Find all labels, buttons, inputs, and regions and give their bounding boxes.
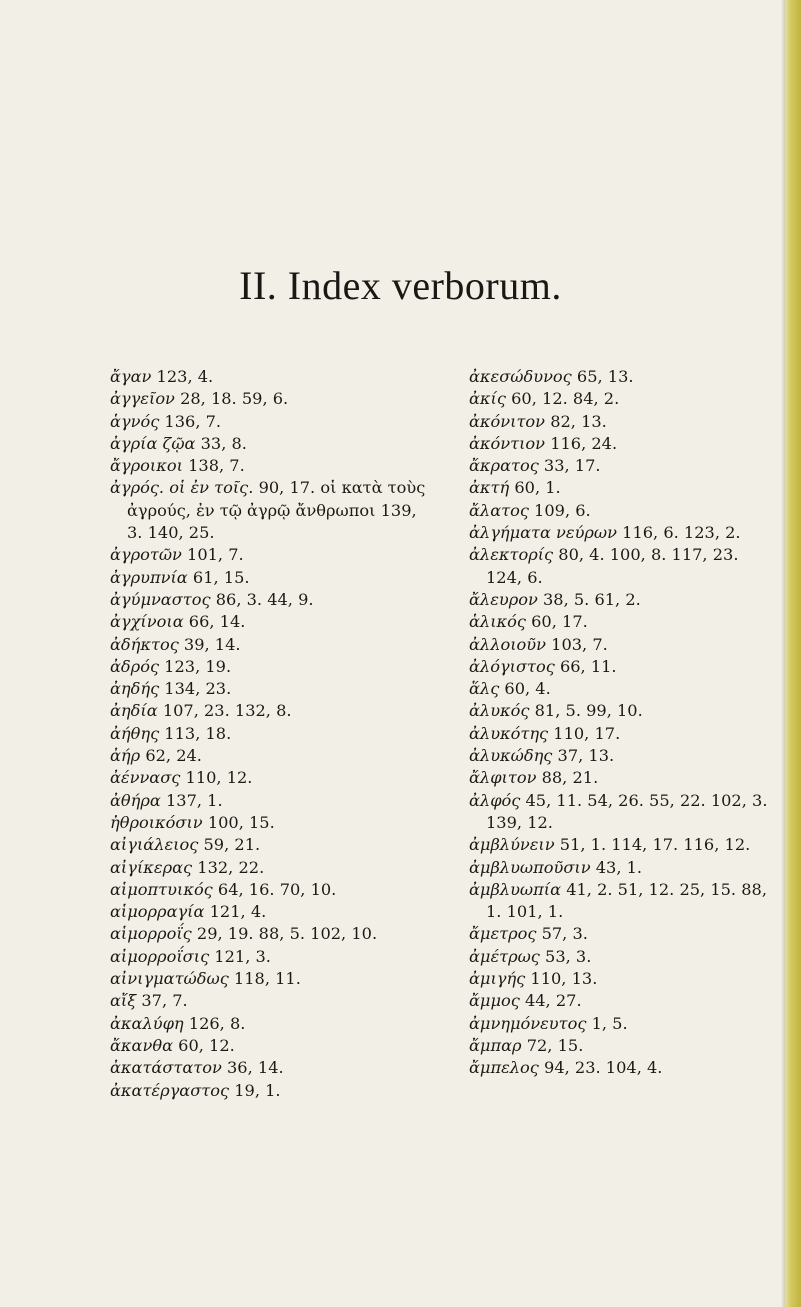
entry-headword: ἄμμος	[469, 991, 520, 1011]
page-title: II. Index verborum.	[239, 263, 562, 308]
entry-references: 118, 11.	[233, 969, 301, 989]
index-entry	[469, 700, 773, 722]
index-entry	[469, 1013, 773, 1035]
entry-headword: αἱμορραγία	[110, 902, 205, 922]
index-entry	[469, 1035, 773, 1057]
entry-headword: αἰγίκερας	[110, 857, 193, 877]
index-entry	[110, 857, 436, 879]
entry-references: 37, 7.	[141, 991, 188, 1011]
index-entry	[469, 411, 773, 433]
index-entry	[110, 990, 436, 1012]
entry-headword: ἀκόντιον	[469, 433, 546, 453]
entry-headword: αἱμορροΐσις	[110, 946, 210, 966]
entry-headword: ἀδρός	[110, 656, 160, 676]
entry-references: 64, 16. 70, 10.	[217, 879, 337, 899]
entry-references: 138, 7.	[188, 456, 245, 476]
index-entry	[469, 946, 773, 968]
index-entry	[469, 433, 773, 455]
entry-headword: ἀγρός. οἱ ἐν τοῖς.	[110, 478, 254, 498]
entry-headword: ἄγροικοι	[110, 456, 183, 476]
entry-headword: ἀκίς	[469, 389, 506, 409]
entry-headword: ἄλφιτον	[469, 768, 537, 788]
entry-headword: ἁλικός	[469, 612, 526, 632]
index-entry	[469, 634, 773, 656]
entry-references: 37, 13.	[557, 746, 615, 766]
entry-headword: ἄμπελος	[469, 1058, 539, 1078]
entry-headword: ἁγνός	[110, 411, 160, 431]
entry-headword: ἀλόγιστος	[469, 656, 555, 676]
index-entry	[469, 544, 773, 589]
entry-headword: ἀκατέργαστος	[110, 1080, 230, 1100]
entry-references: 60, 1.	[514, 478, 561, 498]
entry-headword: ἀγγεῖον	[110, 389, 175, 409]
index-entry	[110, 678, 436, 700]
entry-references: 110, 17.	[553, 723, 621, 743]
index-entry	[469, 834, 773, 856]
entry-headword: αἰγιάλειος	[110, 835, 199, 855]
entry-headword: ἀλγήματα νεύρων	[469, 523, 617, 543]
entry-references: 29, 19. 88, 5. 102, 10.	[196, 924, 378, 944]
entry-headword: ἀηδία	[110, 701, 158, 721]
entry-headword: ἀήθης	[110, 723, 160, 743]
entry-headword: ἀγρυπνία	[110, 567, 188, 587]
entry-headword: ἅλς	[469, 679, 500, 699]
index-entry	[110, 567, 436, 589]
index-entry	[110, 901, 436, 923]
entry-references: 65, 13.	[576, 367, 634, 386]
entry-headword: ἀμβλύνειν	[469, 835, 555, 855]
entry-references: 88, 21.	[541, 768, 599, 788]
entry-references: 107, 23. 132, 8.	[162, 701, 292, 721]
entry-references: 103, 7.	[551, 634, 608, 654]
entry-references: 123, 4.	[156, 367, 214, 386]
entry-headword: ἀμβλυωποῦσιν	[469, 857, 591, 877]
index-entry	[110, 656, 436, 678]
index-entry	[469, 767, 773, 789]
entry-headword: ἄμπαρ	[469, 1035, 522, 1055]
book-edge	[785, 0, 801, 1307]
index-entry	[110, 411, 436, 433]
entry-references: 121, 3.	[214, 946, 271, 966]
entry-references: 57, 3.	[541, 924, 588, 944]
entry-references: 41, 2. 51, 12. 25, 15. 88, 1. 101, 1.	[486, 879, 767, 922]
index-entry	[110, 812, 436, 834]
entry-headword: ἀκόνιτον	[469, 411, 546, 431]
entry-references: 60, 4.	[504, 679, 551, 699]
index-entry	[110, 790, 436, 812]
index-entry	[110, 634, 436, 656]
index-entry	[110, 455, 436, 477]
index-entry	[110, 700, 436, 722]
entry-references: 126, 8.	[188, 1013, 246, 1033]
entry-headword: ἄλατος	[469, 500, 529, 520]
entry-references: 86, 3. 44, 9.	[215, 589, 314, 609]
index-entry	[469, 968, 773, 990]
entry-references: 82, 13.	[550, 411, 607, 431]
entry-references: 116, 6. 123, 2.	[622, 523, 741, 543]
entry-headword: ἀήρ	[110, 746, 141, 766]
entry-references: 59, 21.	[203, 835, 261, 855]
entry-headword: ἀμβλυωπία	[469, 879, 562, 899]
entry-references: 45, 11. 54, 26. 55, 22. 102, 3. 139, 12.	[486, 790, 768, 832]
entry-headword: ἀκεσώδυνος	[469, 367, 572, 386]
entry-references: 132, 22.	[197, 857, 265, 877]
entry-headword: ἄκανθα	[110, 1035, 173, 1055]
entry-headword: ἀλφός	[469, 790, 521, 810]
index-entry	[469, 589, 773, 611]
entry-headword: ἀμνημόνευτος	[469, 1013, 587, 1033]
entry-references: 61, 15.	[192, 567, 250, 587]
index-entry	[110, 366, 436, 388]
entry-references: 36, 14.	[227, 1058, 284, 1078]
entry-headword: ἀγχίνοια	[110, 612, 184, 632]
entry-references: 60, 12. 84, 2.	[511, 389, 620, 409]
entry-headword: ἀλυκότης	[469, 723, 549, 743]
entry-headword: ἠθροικόσιν	[110, 812, 203, 832]
entry-references: 134, 23.	[164, 679, 232, 699]
entry-headword: ἀηδής	[110, 679, 160, 699]
entry-headword: ἀλυκώδης	[469, 746, 553, 766]
entry-references: 116, 24.	[550, 433, 618, 453]
entry-references: 51, 1. 114, 17. 116, 12.	[559, 835, 751, 855]
index-entry	[469, 879, 773, 924]
entry-headword: ἀκατάστατον	[110, 1058, 222, 1078]
index-entry	[469, 790, 773, 835]
entry-references: 62, 24.	[145, 746, 202, 766]
index-entry	[469, 857, 773, 879]
entry-references: 94, 23. 104, 4.	[544, 1058, 663, 1078]
index-entry	[110, 388, 436, 410]
entry-headword: αἰνιγματώδως	[110, 969, 229, 989]
entry-references: 90, 17. οἱ κατὰ τοὺς ἀγρούς, ἐν τῷ ἀγρῷ ἄνθρωποι 139, 3. 140, 25.	[127, 478, 426, 543]
index-entry	[469, 1057, 773, 1079]
index-entry	[110, 745, 436, 767]
entry-headword: ἀέννασς	[110, 768, 181, 788]
index-entry	[469, 745, 773, 767]
entry-references: 66, 11.	[559, 656, 617, 676]
entry-headword: ἄγαν	[110, 367, 152, 386]
index-entry	[469, 455, 773, 477]
entry-references: 100, 15.	[207, 812, 275, 832]
entry-headword: ἀμιγής	[469, 969, 526, 989]
entry-headword: ἄλευρον	[469, 589, 538, 609]
index-entry	[469, 477, 773, 499]
index-entry	[110, 946, 436, 968]
entry-references: 43, 1.	[595, 857, 643, 877]
index-entry	[469, 923, 773, 945]
index-entry	[469, 656, 773, 678]
index-entry	[110, 477, 436, 544]
index-entry	[469, 500, 773, 522]
index-entry	[110, 611, 436, 633]
index-column-right	[469, 366, 773, 1080]
entry-references: 60, 12.	[178, 1035, 235, 1055]
index-entry	[110, 879, 436, 901]
entry-headword: ἀμέτρως	[469, 946, 540, 966]
entry-references: 80, 4. 100, 8. 117, 23. 124, 6.	[486, 545, 739, 587]
index-entry	[110, 1080, 436, 1102]
index-entry	[469, 990, 773, 1012]
index-entry	[469, 522, 773, 544]
entry-headword: αἱμορροΐς	[110, 924, 192, 944]
index-column-left	[110, 366, 436, 1102]
entry-references: 101, 7.	[187, 545, 244, 565]
entry-references: 66, 14.	[188, 612, 246, 632]
entry-headword: ἀγρία ζῷα	[110, 433, 196, 453]
index-entry	[110, 923, 436, 945]
index-entry	[110, 723, 436, 745]
entry-references: 121, 4.	[209, 902, 267, 922]
index-entry	[110, 834, 436, 856]
index-entry	[110, 1057, 436, 1079]
entry-headword: ἀγροτῶν	[110, 545, 182, 565]
index-entry	[110, 968, 436, 990]
index-entry	[110, 1035, 436, 1057]
entry-headword: ἀλεκτορίς	[469, 545, 554, 565]
entry-references: 28, 18. 59, 6.	[180, 389, 289, 409]
entry-references: 110, 13.	[530, 969, 598, 989]
entry-references: 123, 19.	[164, 656, 232, 676]
entry-references: 33, 17.	[543, 456, 601, 476]
entry-references: 81, 5. 99, 10.	[534, 701, 643, 721]
index-entry	[110, 433, 436, 455]
entry-headword: ἀλυκός	[469, 701, 530, 721]
entry-headword: ἀκαλύφη	[110, 1013, 184, 1033]
index-entry	[110, 589, 436, 611]
entry-headword: ἀλλοιοῦν	[469, 634, 546, 654]
index-entry	[469, 723, 773, 745]
entry-headword: ἀθήρα	[110, 790, 161, 810]
entry-headword: ἀδήκτος	[110, 634, 179, 654]
entry-references: 60, 17.	[531, 612, 588, 632]
entry-references: 110, 12.	[185, 768, 253, 788]
entry-references: 39, 14.	[183, 634, 241, 654]
entry-headword: ἄκρατος	[469, 456, 539, 476]
entry-references: 113, 18.	[164, 723, 232, 743]
entry-references: 136, 7.	[164, 411, 222, 431]
index-entry	[110, 767, 436, 789]
entry-references: 1, 5.	[591, 1013, 628, 1033]
index-entry	[110, 544, 436, 566]
index-entry	[469, 678, 773, 700]
entry-headword: αἴξ	[110, 991, 137, 1011]
entry-references: 38, 5. 61, 2.	[542, 589, 641, 609]
index-entry	[469, 366, 773, 388]
entry-references: 53, 3.	[545, 946, 592, 966]
index-entry	[469, 388, 773, 410]
entry-references: 33, 8.	[200, 433, 247, 453]
entry-references: 44, 27.	[524, 991, 582, 1011]
entry-references: 19, 1.	[234, 1080, 281, 1100]
entry-headword: ἀγύμναστος	[110, 589, 211, 609]
index-entry	[110, 1013, 436, 1035]
entry-references: 109, 6.	[534, 500, 591, 520]
entry-references: 137, 1.	[165, 790, 223, 810]
entry-headword: ἀκτή	[469, 478, 510, 498]
entry-references: 72, 15.	[526, 1035, 584, 1055]
entry-headword: αἱμοπτυικός	[110, 879, 213, 899]
entry-headword: ἄμετρος	[469, 924, 537, 944]
index-entry	[469, 611, 773, 633]
